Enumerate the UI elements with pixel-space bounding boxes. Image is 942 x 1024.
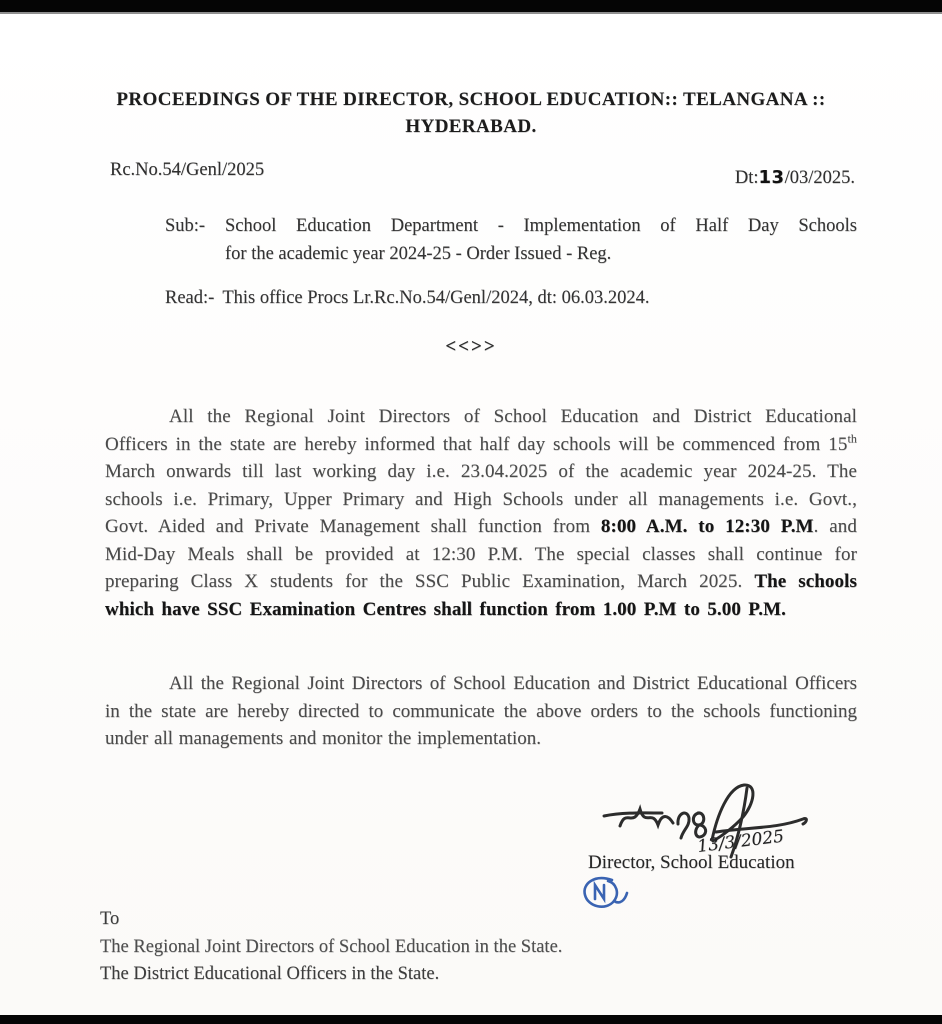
read-reference-row: [165, 288, 855, 309]
address-line-deo: The District Educational Officers in the State.: [100, 964, 440, 984]
body-paragraph-1: [105, 403, 857, 623]
bottom-letterbox-bar: [0, 1015, 942, 1024]
school-hours-bold: 8:00 A.M. to 12:30 P.M: [600, 516, 814, 537]
top-letterbox-bar: [0, 0, 942, 14]
date-prefix: Dt:: [734, 168, 759, 188]
date-rest: /03/2025.: [784, 168, 855, 188]
subject-text: [225, 212, 857, 268]
document-title: [60, 86, 882, 140]
document-page: [0, 14, 942, 1015]
subject-label: Sub:-: [165, 216, 206, 236]
para1-text: . and Mid-Day Meals shall be provided at 12:30 P.M. The special classes shall continue for preparing Class X students for the SSC Public Examination, March 2025.: [105, 516, 857, 592]
ordinal-superscript: th: [847, 431, 857, 446]
reference-date-row: [110, 160, 855, 188]
date-day-handwritten: 13: [758, 167, 785, 188]
subject-line1: School Education Department - Implementation of Half Day Schools: [225, 216, 857, 236]
subject-block: [165, 212, 857, 268]
address-block: [100, 906, 855, 989]
read-label: Read:-: [165, 288, 215, 308]
section-divider: <<>>: [445, 336, 497, 357]
address-to-label: To: [100, 909, 120, 929]
document-title-line1: PROCEEDINGS OF THE DIRECTOR, SCHOOL EDUCATION:: TELANGANA ::: [116, 89, 826, 110]
proceeding-date: [735, 167, 855, 189]
para1-text: All the Regional Joint Directors of School Education and District Educational Officers in the state are hereby informed that half day schools will be commenced from 15: [105, 406, 857, 455]
signatory-title: Director, School Education: [588, 852, 795, 873]
document-title-line2: HYDERABAD.: [405, 116, 537, 137]
proceeding-number: Rc.No.54/Genl/2025: [110, 160, 265, 180]
read-text: This office Procs Lr.Rc.No.54/Genl/2024, dt: 06.03.2024.: [222, 288, 650, 308]
subject-line2: for the academic year 2024-25 - Order Issued - Reg.: [225, 244, 612, 264]
para1-text: March onwards till last working day i.e. 23.04.2025 of the academic year 2024-25. The schools i.e. Primary, Upper Primary and High Schools under all managements i.e. Govt., Govt. Aided and Private Management shall function from: [105, 461, 857, 537]
body-paragraph-2: All the Regional Joint Directors of School Education and District Educational Officers in the state are hereby directed to communicate the above orders to the schools functioning under all managements and monitor the implementation.: [105, 673, 857, 749]
signature-block: [560, 774, 870, 924]
ssc-centre-hours-bold: The schools which have SSC Examination Centres shall function from 1.00 P.M to 5.00 P.M.: [105, 571, 857, 620]
address-line-rjd: The Regional Joint Directors of School Education in the State.: [100, 936, 563, 957]
signature-date-handwritten: 13/3/2025: [696, 826, 786, 857]
